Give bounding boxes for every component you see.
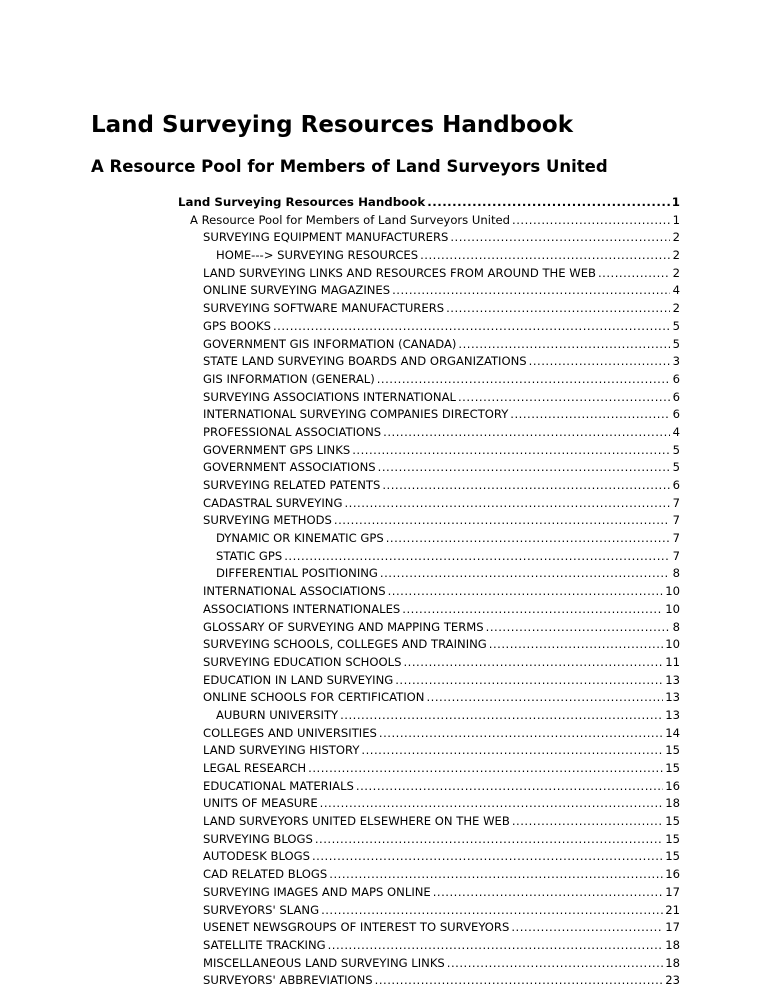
toc-entry-page-number: 16 xyxy=(665,867,680,882)
toc-entry-title: INTERNATIONAL SURVEYING COMPANIES DIRECTORY xyxy=(203,407,509,422)
toc-entry[interactable] xyxy=(0,282,680,300)
toc-entry[interactable] xyxy=(0,442,680,460)
toc-entry-title: GOVERNMENT GPS LINKS xyxy=(203,442,351,457)
toc-entry-title: SURVEYORS' SLANG xyxy=(203,902,320,917)
dot-leader xyxy=(308,760,663,778)
dot-leader xyxy=(315,831,663,849)
toc-entry-title: ONLINE SCHOOLS FOR CERTIFICATION xyxy=(203,690,425,705)
toc-entry-page-number: 8 xyxy=(672,619,680,634)
toc-entry[interactable] xyxy=(0,212,680,230)
dot-leader xyxy=(334,512,670,530)
toc-entry[interactable] xyxy=(0,955,680,973)
toc-entry[interactable] xyxy=(0,247,680,265)
toc-entry[interactable] xyxy=(0,619,680,637)
toc-entry[interactable] xyxy=(0,672,680,690)
toc-entry-title: DYNAMIC OR KINEMATIC GPS xyxy=(216,531,384,546)
toc-entry-page-number: 2 xyxy=(672,248,680,263)
toc-entry-title: GOVERNMENT GIS INFORMATION (CANADA) xyxy=(203,336,457,351)
dot-leader xyxy=(352,442,670,460)
toc-entry-title: EDUCATIONAL MATERIALS xyxy=(203,778,354,793)
dot-leader xyxy=(458,336,670,354)
toc-entry-title: ONLINE SURVEYING MAGAZINES xyxy=(203,283,391,298)
toc-entry-title: SURVEYING EDUCATION SCHOOLS xyxy=(203,654,402,669)
toc-entry-page-number: 7 xyxy=(672,513,680,528)
toc-entry[interactable] xyxy=(0,424,680,442)
toc-entry[interactable] xyxy=(0,406,680,424)
toc-entry-page-number: 8 xyxy=(672,566,680,581)
dot-leader xyxy=(420,247,670,265)
toc-entry-page-number: 2 xyxy=(672,301,680,316)
toc-entry-page-number: 1 xyxy=(672,212,680,227)
toc-entry[interactable] xyxy=(0,778,680,796)
toc-entry-page-number: 23 xyxy=(665,973,680,988)
toc-entry[interactable] xyxy=(0,495,680,513)
toc-entry-title: HOME---> SURVEYING RESOURCES xyxy=(216,248,419,263)
toc-entry-title: SATELLITE TRACKING xyxy=(203,937,326,952)
toc-entry[interactable] xyxy=(0,972,680,990)
dot-leader xyxy=(273,318,670,336)
toc-entry-title: SURVEYING SCHOOLS, COLLEGES AND TRAINING xyxy=(203,637,487,652)
toc-entry-title: SURVEYING BLOGS xyxy=(203,831,313,846)
dot-leader xyxy=(489,636,663,654)
toc-entry-page-number: 5 xyxy=(672,318,680,333)
toc-entry-page-number: 18 xyxy=(665,796,680,811)
toc-entry-title: PROFESSIONAL ASSOCIATIONS xyxy=(203,424,382,439)
dot-leader xyxy=(512,212,670,230)
dot-leader xyxy=(392,282,670,300)
toc-entry-title: SURVEYING METHODS xyxy=(203,513,332,528)
dot-leader xyxy=(340,707,663,725)
dot-leader xyxy=(458,389,670,407)
toc-entry-title: GIS INFORMATION (GENERAL) xyxy=(203,371,375,386)
toc-entry[interactable] xyxy=(0,371,680,389)
toc-entry-title: SURVEYING SOFTWARE MANUFACTURERS xyxy=(203,301,445,316)
dot-leader xyxy=(382,477,670,495)
toc-entry-page-number: 7 xyxy=(672,548,680,563)
toc-entry-title: STATE LAND SURVEYING BOARDS AND ORGANIZATIONS xyxy=(203,354,527,369)
toc-entry[interactable] xyxy=(0,848,680,866)
toc-entry-page-number: 15 xyxy=(665,814,680,829)
toc-entry-page-number: 5 xyxy=(672,460,680,475)
toc-entry-title: UNITS OF MEASURE xyxy=(203,796,318,811)
toc-entry[interactable] xyxy=(0,459,680,477)
toc-entry-page-number: 6 xyxy=(672,389,680,404)
toc-entry-title: STATIC GPS xyxy=(216,548,283,563)
toc-entry-page-number: 21 xyxy=(665,902,680,917)
dot-leader xyxy=(380,565,670,583)
toc-entry-page-number: 7 xyxy=(672,495,680,510)
toc-entry-title: AUTODESK BLOGS xyxy=(203,849,310,864)
toc-entry[interactable] xyxy=(0,813,680,831)
toc-entry-page-number: 4 xyxy=(672,424,680,439)
toc-entry-title: GOVERNMENT ASSOCIATIONS xyxy=(203,460,376,475)
toc-entry[interactable] xyxy=(0,689,680,707)
dot-leader xyxy=(598,265,670,283)
toc-entry-title: USENET NEWSGROUPS OF INTEREST TO SURVEYORS xyxy=(203,920,510,935)
toc-entry-page-number: 2 xyxy=(672,230,680,245)
dot-leader xyxy=(377,371,670,389)
dot-leader xyxy=(328,937,664,955)
toc-entry[interactable] xyxy=(0,884,680,902)
toc-entry-page-number: 15 xyxy=(665,761,680,775)
dot-leader xyxy=(433,884,664,902)
toc-entry-page-number: 18 xyxy=(665,937,680,952)
toc-entry-title: LAND SURVEYORS UNITED ELSEWHERE ON THE WEB xyxy=(203,814,510,829)
toc-entry-page-number: 6 xyxy=(672,371,680,386)
dot-leader xyxy=(378,459,670,477)
toc-entry[interactable] xyxy=(0,194,680,212)
toc-entry-title: SURVEYORS' ABBREVIATIONS xyxy=(203,973,373,988)
toc-entry-title: Land Surveying Resources Handbook xyxy=(178,195,426,209)
toc-entry-title: DIFFERENTIAL POSITIONING xyxy=(216,566,378,581)
toc-entry[interactable] xyxy=(0,565,680,583)
toc-entry[interactable] xyxy=(0,583,680,601)
toc-entry-title: COLLEGES AND UNIVERSITIES xyxy=(203,725,377,740)
toc-entry-page-number: 7 xyxy=(672,531,680,546)
toc-entry-title: CADASTRAL SURVEYING xyxy=(203,495,343,510)
dot-leader xyxy=(329,866,663,884)
toc-entry-title: INTERNATIONAL ASSOCIATIONS xyxy=(203,584,386,599)
dot-leader xyxy=(446,300,670,318)
toc-entry-page-number: 6 xyxy=(672,407,680,422)
toc-entry-title: CAD RELATED BLOGS xyxy=(203,867,328,882)
toc-entry-title: SURVEYING ASSOCIATIONS INTERNATIONAL xyxy=(203,389,456,404)
toc-entry-page-number: 1 xyxy=(671,195,680,209)
toc-entry[interactable] xyxy=(0,512,680,530)
toc-entry-title: MISCELLANEOUS LAND SURVEYING LINKS xyxy=(203,955,445,970)
toc-entry-page-number: 15 xyxy=(665,849,680,864)
toc-entry-title: ASSOCIATIONS INTERNATIONALES xyxy=(203,601,401,616)
dot-leader xyxy=(284,548,670,566)
toc-entry[interactable] xyxy=(0,389,680,407)
toc-entry-title: SURVEYING EQUIPMENT MANUFACTURERS xyxy=(203,230,449,245)
toc-entry-title: EDUCATION IN LAND SURVEYING xyxy=(203,672,394,687)
toc-entry[interactable] xyxy=(0,866,680,884)
dot-leader xyxy=(320,795,664,813)
toc-entry[interactable] xyxy=(0,548,680,566)
toc-entry-title: GPS BOOKS xyxy=(203,318,271,333)
dot-leader xyxy=(403,654,663,672)
document-title: Land Surveying Resources Handbook xyxy=(91,112,574,138)
toc-entry[interactable] xyxy=(0,318,680,336)
dot-leader xyxy=(361,742,663,760)
toc-entry[interactable] xyxy=(0,477,680,495)
dot-leader xyxy=(447,955,663,973)
toc-entry-page-number: 6 xyxy=(672,478,680,492)
toc-entry-title: LEGAL RESEARCH xyxy=(203,761,307,775)
toc-entry[interactable] xyxy=(0,725,680,743)
dot-leader xyxy=(511,919,663,937)
toc-entry-page-number: 15 xyxy=(665,743,680,758)
toc-entry[interactable] xyxy=(0,742,680,760)
toc-entry-page-number: 13 xyxy=(665,707,680,722)
toc-entry[interactable] xyxy=(0,760,680,778)
toc-entry-page-number: 16 xyxy=(665,778,680,793)
dot-leader xyxy=(312,848,663,866)
toc-entry-page-number: 13 xyxy=(665,672,680,687)
toc-entry-title: GLOSSARY OF SURVEYING AND MAPPING TERMS xyxy=(203,619,484,634)
dot-leader xyxy=(379,725,663,743)
toc-entry-page-number: 11 xyxy=(665,654,680,669)
toc-entry-page-number: 17 xyxy=(665,884,680,899)
toc-entry[interactable] xyxy=(0,353,680,371)
toc-entry[interactable] xyxy=(0,919,680,937)
toc-entry[interactable] xyxy=(0,229,680,247)
toc-entry[interactable] xyxy=(0,654,680,672)
toc-entry-page-number: 5 xyxy=(672,336,680,351)
toc-entry[interactable] xyxy=(0,831,680,849)
toc-entry[interactable] xyxy=(0,795,680,813)
dot-leader xyxy=(512,813,663,831)
dot-leader xyxy=(344,495,670,513)
dot-leader xyxy=(386,530,670,548)
toc-entry[interactable] xyxy=(0,902,680,920)
toc-entry[interactable] xyxy=(0,601,680,619)
toc-entry-title: A Resource Pool for Members of Land Surveyors United xyxy=(190,212,511,227)
dot-leader xyxy=(388,583,664,601)
toc-entry-page-number: 15 xyxy=(665,831,680,846)
table-of-contents xyxy=(0,194,768,990)
toc-entry[interactable] xyxy=(0,707,680,725)
dot-leader xyxy=(510,406,670,424)
toc-entry-page-number: 4 xyxy=(672,283,680,298)
dot-leader xyxy=(383,424,670,442)
toc-entry-title: SURVEYING IMAGES AND MAPS ONLINE xyxy=(203,884,431,899)
toc-entry-page-number: 17 xyxy=(665,920,680,935)
toc-entry-page-number: 10 xyxy=(665,637,680,652)
toc-entry[interactable] xyxy=(0,336,680,354)
toc-entry[interactable] xyxy=(0,636,680,654)
dot-leader xyxy=(450,229,670,247)
document-subtitle: A Resource Pool for Members of Land Surveyors United xyxy=(91,157,608,176)
dot-leader xyxy=(402,601,663,619)
toc-entry[interactable] xyxy=(0,300,680,318)
toc-entry-title: AUBURN UNIVERSITY xyxy=(216,707,339,722)
toc-entry-page-number: 18 xyxy=(665,955,680,970)
dot-leader xyxy=(426,689,663,707)
dot-leader xyxy=(529,353,670,371)
toc-entry-title: SURVEYING RELATED PATENTS xyxy=(203,478,381,492)
toc-entry-page-number: 5 xyxy=(672,442,680,457)
toc-entry-page-number: 3 xyxy=(672,354,680,369)
toc-entry[interactable] xyxy=(0,937,680,955)
dot-leader xyxy=(395,672,663,690)
dot-leader xyxy=(356,778,663,796)
toc-entry-page-number: 10 xyxy=(665,601,680,616)
toc-entry[interactable] xyxy=(0,530,680,548)
toc-entry-title: LAND SURVEYING LINKS AND RESOURCES FROM AROUND THE WEB xyxy=(203,265,596,280)
toc-entry-page-number: 13 xyxy=(665,690,680,705)
toc-entry-title: LAND SURVEYING HISTORY xyxy=(203,743,360,758)
toc-entry-page-number: 10 xyxy=(665,584,680,599)
dot-leader xyxy=(486,619,670,637)
toc-entry-page-number: 2 xyxy=(672,265,680,280)
dot-leader xyxy=(375,972,664,990)
toc-entry-page-number: 14 xyxy=(665,725,680,740)
toc-entry[interactable] xyxy=(0,265,680,283)
dot-leader xyxy=(321,902,663,920)
dot-leader xyxy=(427,194,670,212)
